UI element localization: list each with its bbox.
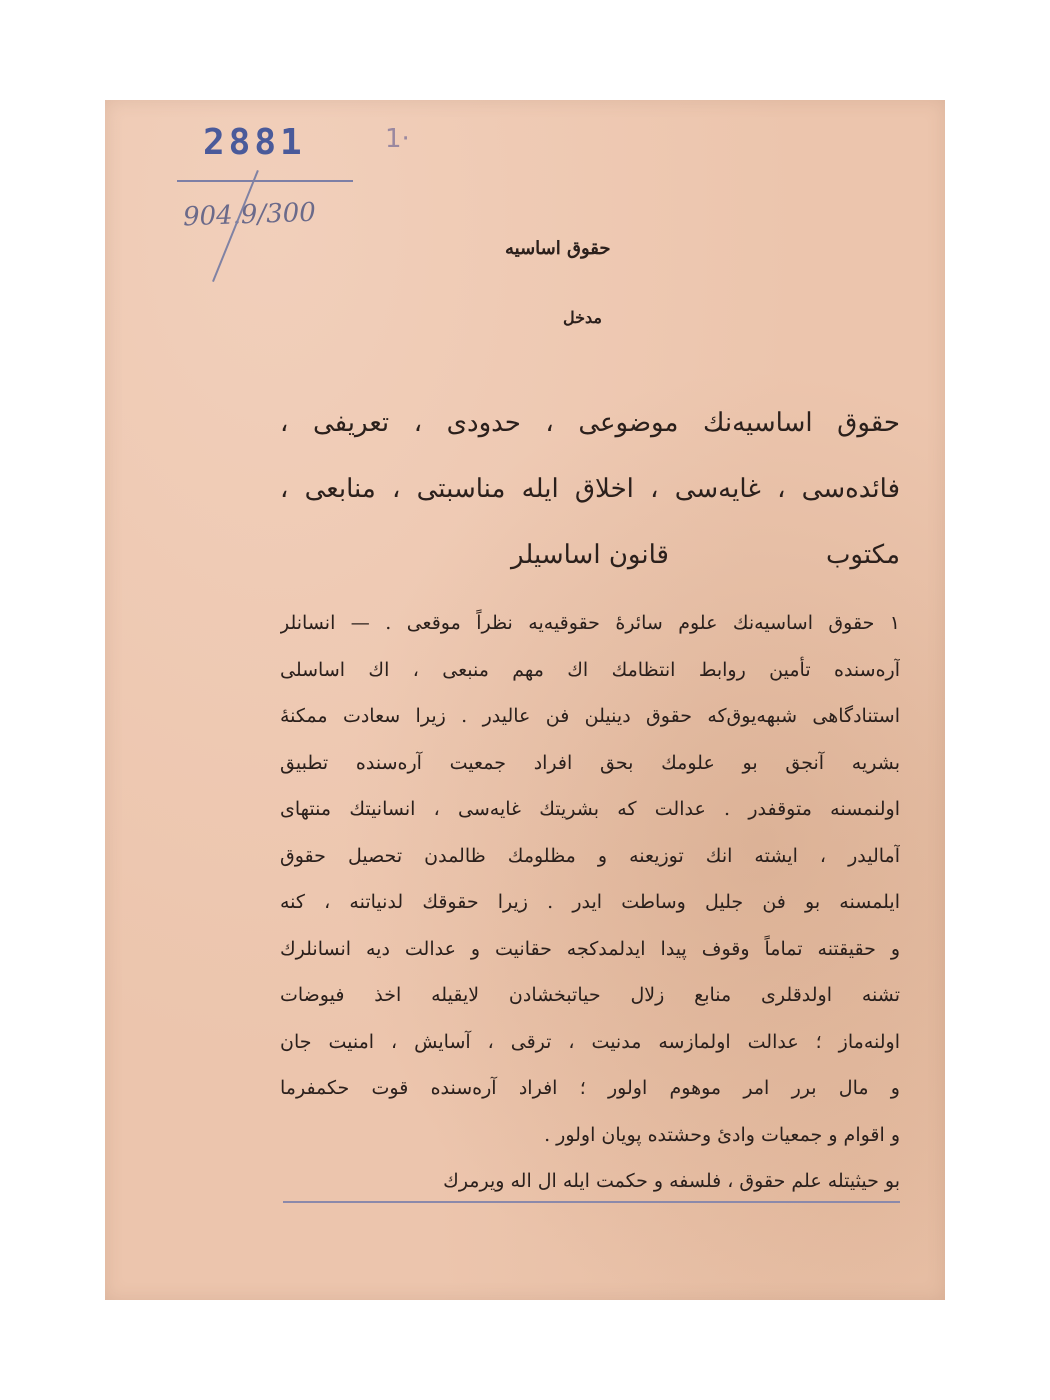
heading-line: فائده‌سی ، غایه‌سی ، اخلاق ایله مناسبتی ، منابعی ، مکتوب [280,474,900,570]
paragraph-line: و مال برر امر موهوم اولور ؛ افراد آره‌سنده قوت حکمفرما [280,1077,900,1099]
section-heading [280,390,900,588]
library-stamp-number: 2881 [203,122,306,163]
document-page [105,100,945,1300]
paragraph-line: آمالیدر ، ایشته انك توزیعنه و مظلومك ظالمدن تحصیل حقوق [280,844,900,867]
paragraph-line: و اقوام و جمعیات وادیٔ وحشتده پویان اولور . [544,1123,900,1146]
paragraph-line: بشریه آنجق بو علومك بحق افراد جمعیت آره‌سنده تطبیق [280,751,900,774]
shelf-mark: 904.9/300 [182,197,317,233]
running-title: حقوق اساسیه [505,238,611,259]
paragraph-line: آره‌سنده تأمین روابط انتظامك اك مهم منبعی ، اك اساسلی [280,658,900,681]
paragraph-line: استنادگاهی شبهه‌یوق‌که حقوق دینیلن فن عالیدر . زیرا سعادت ممکنهٔ [280,705,900,727]
paragraph-line: ایلمسنه بو فن جلیل وساطت ایدر . زیرا حقوقك لدنیاتنه ، کنه [280,891,900,913]
heading-line: قانون اساسیلر [511,540,669,570]
paragraph-line: اولنمسنه متوقفدر . عدالت که بشریتك غایه‌سی ، انسانیتك منتهای [280,798,900,820]
paragraph-line: و حقیقتنه تماماً وقوف پیدا ایدلمدکجه حقانیت و عدالت دیه انسانلرك [280,937,900,960]
paragraph-line: اولنه‌ماز ؛ عدالت اولمازسه مدنیت ، ترقی ، آسایش ، امنیت جان [280,1030,900,1053]
stamp-mark: 1· [385,124,410,154]
paragraph-line: ۱ حقوق اساسیه‌نك علوم سائرهٔ حقوقیه‌یه نظراً موقعی . — انسانلر [280,612,900,634]
body-paragraph [280,600,900,1205]
heading-line: حقوق اساسیه‌نك موضوعی ، حدودی ، تعریفی ، [280,408,900,438]
section-label: مدخل [563,308,602,327]
footer-rule [283,1201,900,1203]
footer-line: بو حیثیتله علم حقوق ، فلسفه و حکمت ایله ال اله ویرمرك [443,1170,900,1192]
paragraph-line: تشنه اولدقلری منابع زلال حیاتبخشادن لایقیله اخذ فیوضات [280,984,900,1006]
stamp-rule [177,180,353,182]
